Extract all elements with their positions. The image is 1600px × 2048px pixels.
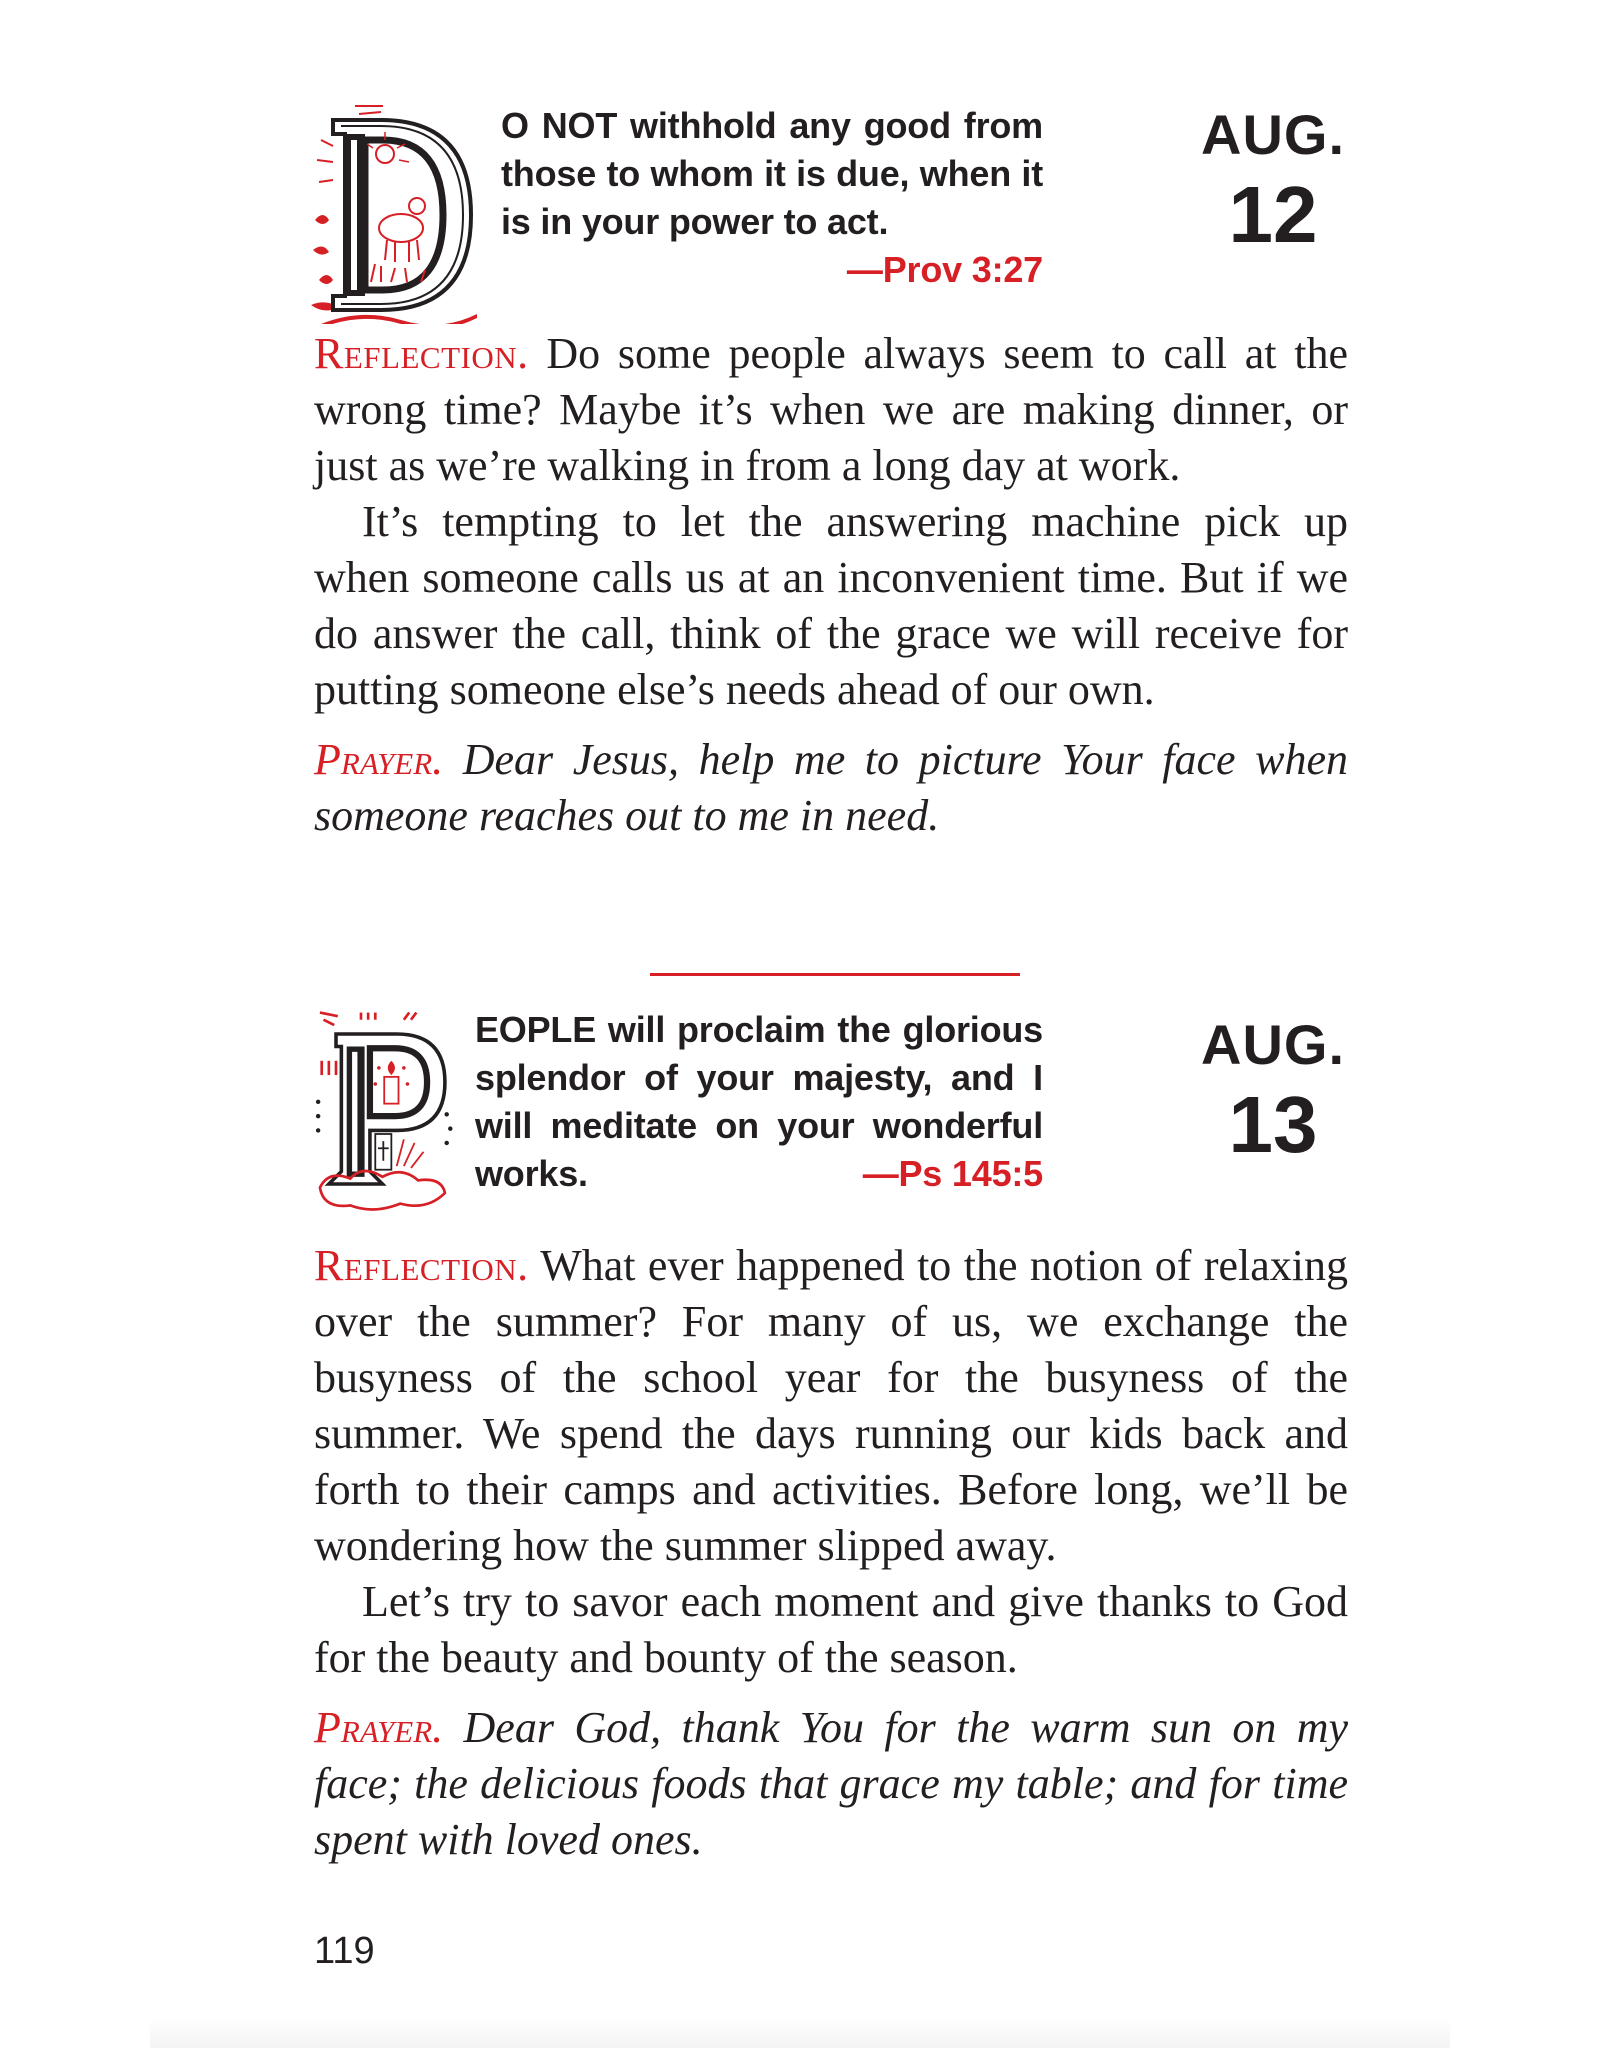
reflection-paragraph-2: Let’s try to savor each moment and give thanks to God for the beauty and bounty of the season. [314, 1577, 1348, 1682]
prayer-text: Dear God, thank You for the warm sun on my face; the delicious foods that grace my table; and for time spent with loved ones. [314, 1703, 1348, 1864]
entry-body-aug-13 [314, 1238, 1348, 1868]
reflection-text: Do some people always seem to call at the wrong time? Maybe it’s when we are making dinner, or just as we’re walking in from a long day at work. [314, 329, 1349, 490]
verse-text: O NOT withhold any good from those to whom it is due, when it is in your power to act. [501, 105, 1043, 242]
reflection-text: What ever happened to the notion of relaxing over the summer? For many of us, we exchange the busyness of the school year for the busyness of the summer. We spend the days running our kids back and forth to their camps and activities. Before long, we’ll be wondering how the summer slipped away. [314, 1241, 1348, 1570]
scripture-verse [501, 102, 1043, 294]
verse-reference: —Prov 3:27 [846, 249, 1043, 290]
verse-reference: —Ps 145:5 [862, 1153, 1043, 1194]
entry-body-aug-12 [314, 326, 1348, 844]
scripture-verse [475, 1006, 1043, 1198]
prayer-text: Dear Jesus, help me to picture Your face when someone reaches out to me in need. [314, 735, 1349, 840]
date-month: AUG. [1201, 1013, 1345, 1076]
date-month: AUG. [1201, 103, 1345, 166]
entry-date [1193, 104, 1353, 260]
date-day: 12 [1228, 170, 1318, 259]
reflection-paragraph-2: It’s tempting to let the answering machine pick up when someone calls us at an inconvenient time. But if we do answer the call, think of the grace we will receive for putting someone else’s needs ahead of our own. [314, 497, 1348, 714]
illuminated-initial-p-candle-icon [311, 1004, 461, 1214]
reflection-paragraph [314, 1238, 1348, 1574]
entry-header-aug-12 [311, 100, 1351, 330]
reflection-label: Reflection. [314, 329, 529, 378]
page-number: 119 [314, 1930, 375, 1972]
entry-header-aug-13 [311, 1004, 1351, 1234]
verse-text: EOPLE will proclaim the glorious splendor of your majesty, and I will meditate on your wonderful works. [475, 1009, 1043, 1194]
section-divider [650, 973, 1020, 976]
page-edge-shadow [150, 2018, 1450, 2048]
prayer-label: Prayer. [314, 1703, 444, 1752]
reflection-label: Reflection. [314, 1241, 529, 1290]
illuminated-initial-d-lamb-icon [311, 100, 479, 324]
reflection-paragraph [314, 326, 1348, 494]
date-day: 13 [1228, 1080, 1318, 1169]
prayer-paragraph [314, 732, 1348, 844]
prayer-label: Prayer. [314, 735, 444, 784]
prayer-paragraph [314, 1700, 1348, 1868]
entry-date [1193, 1014, 1353, 1170]
